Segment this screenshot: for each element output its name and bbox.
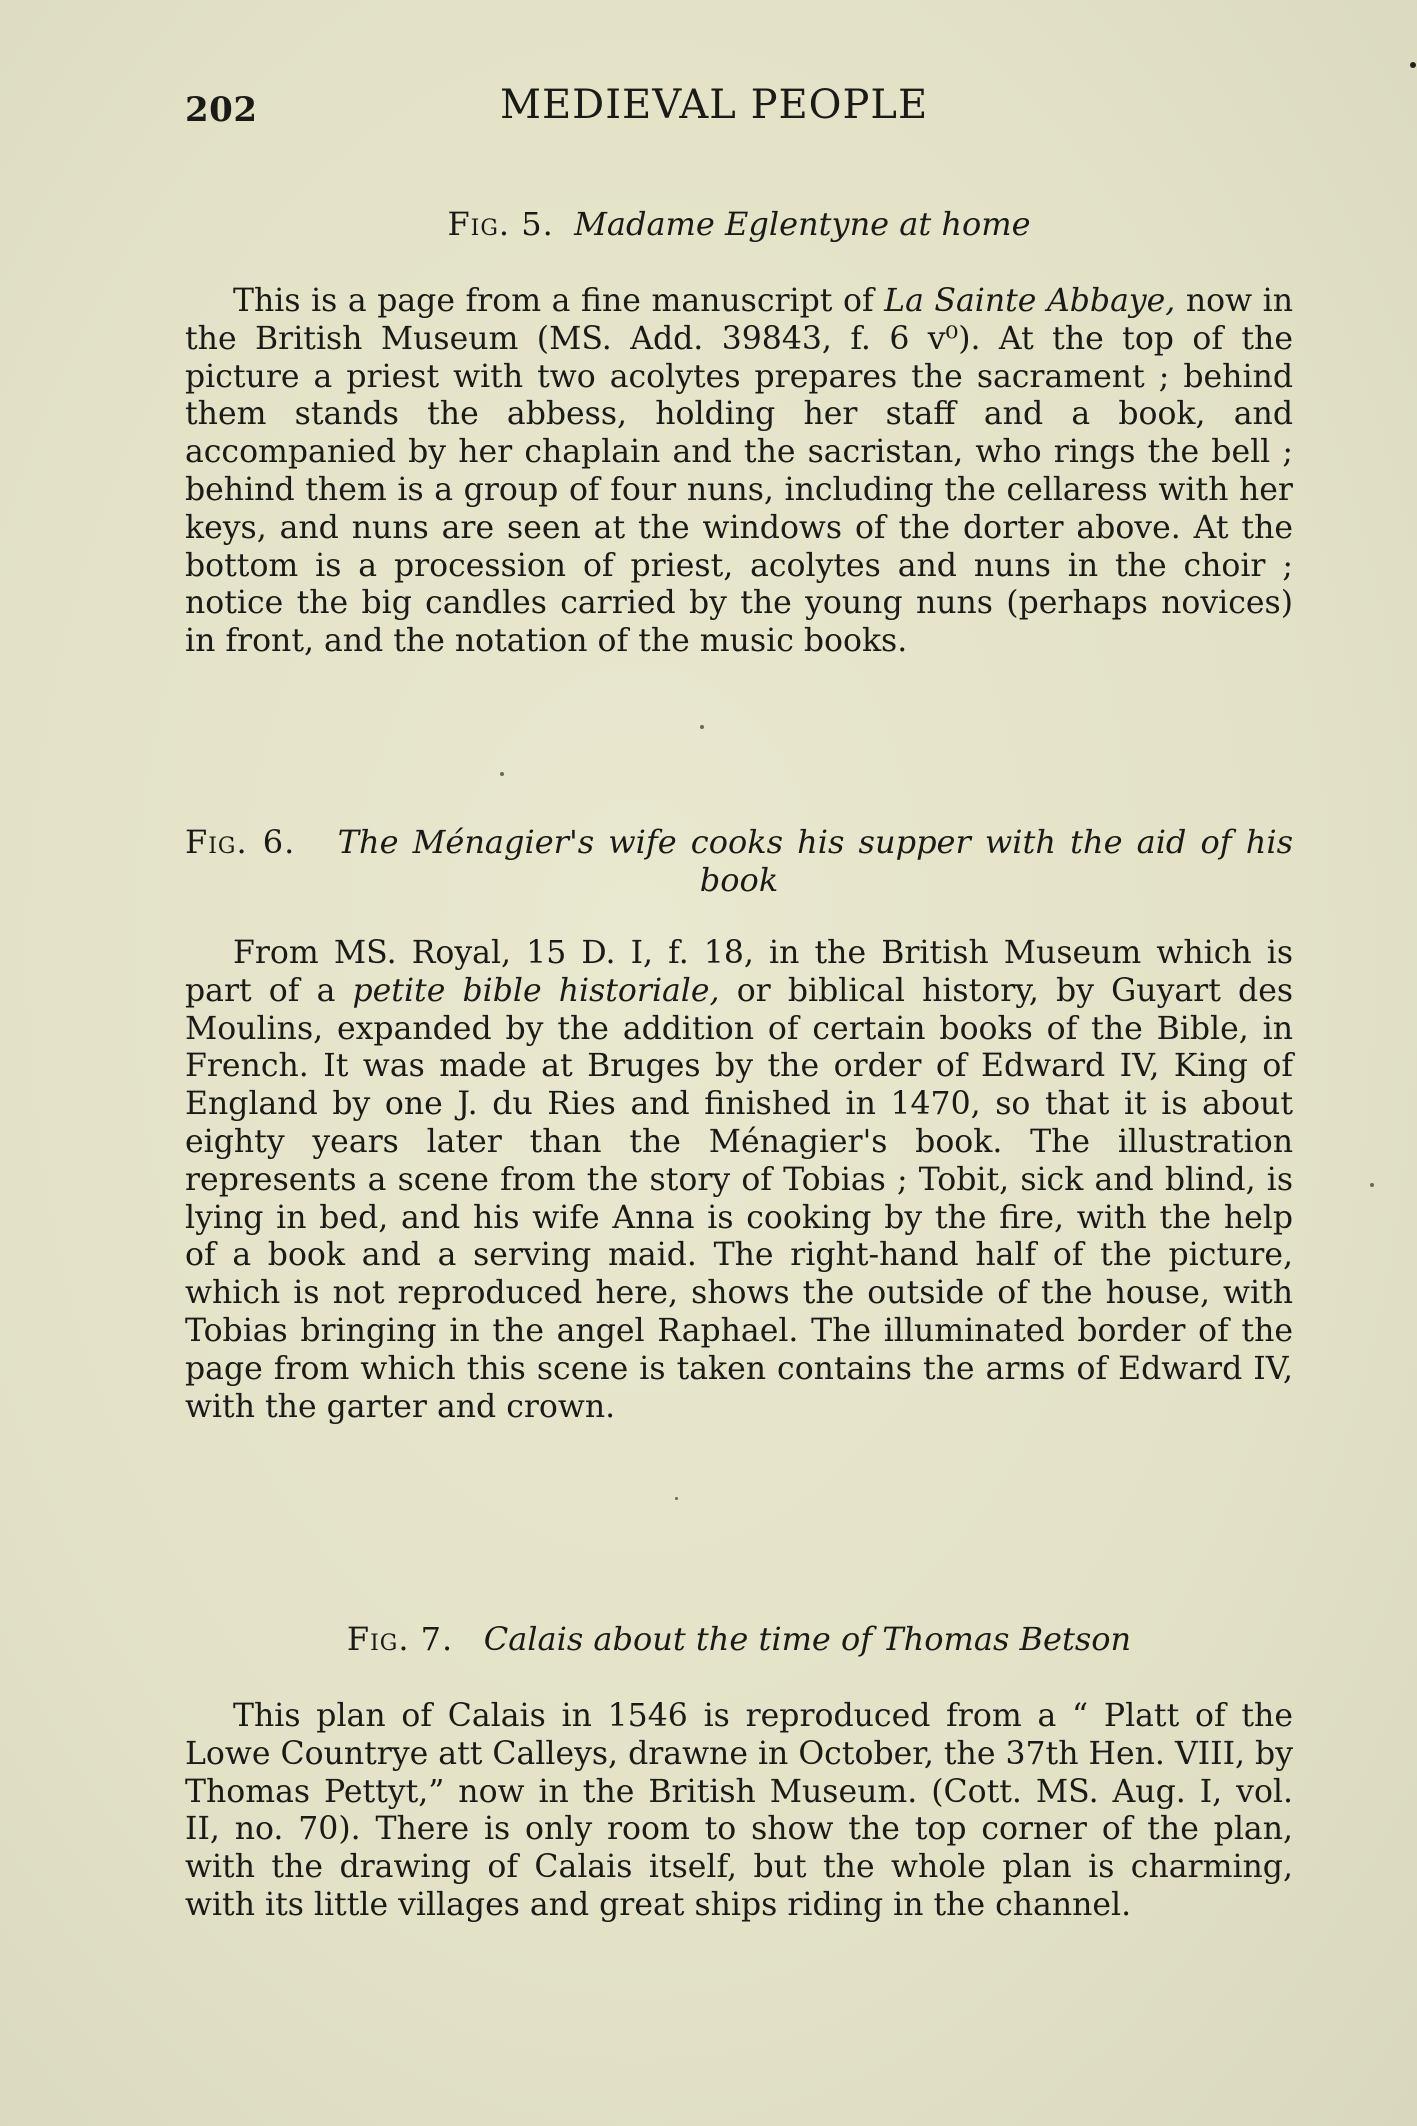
- figure-6-caption: [185, 935, 1293, 1426]
- paper-speck: [1410, 62, 1416, 68]
- figure-6-section: [185, 823, 1293, 1426]
- figure-6-label: Fig. 6.: [185, 823, 296, 861]
- paper-speck: [700, 725, 704, 729]
- paper-speck: [675, 1497, 678, 1500]
- figure-6-caption-italic: petite bible historiale,: [352, 972, 720, 1009]
- figure-7-caption: This plan of Calais in 1546 is reproduced from a “ Platt of the Lowe Countrye att Calleys, drawne in October, the 37th Hen. VIII, by Thomas Pettyt,” now in the British Museum. (Cott. MS. Aug. I, vol. II, no. 70). There is only room to show the top corner of the plan, with the drawing of Calais itself, but the whole plan is charming, with its little villages and great ships riding in the channel.: [185, 1698, 1294, 1923]
- figure-5-caption-italic: La Sainte Abbaye,: [884, 283, 1176, 319]
- paper-speck: [500, 772, 504, 776]
- figure-6-caption-text-continued: or biblical history, by Guyart des Moulins, expanded by the addition of certain books of the Bible, in French. It was made at Bruges by the order of Edward IV, King of England by one J. du Ries and finished in 1470, so that it is about eighty years later than the Ménagier's book. The illustration represents a scene from the story of Tobias ; Tobit, sick and blind, is lying in bed, and his wife Anna is cooking by the fire, with the help of a book and a serving maid. The right-hand half of the picture, which is not reproduced here, shows the outside of the house, with Tobias bringing in the angel Raphael. The illuminated border of the page from which this scene is taken contains the arms of Edward IV, with the garter and crown.: [185, 972, 1293, 1425]
- figure-5-caption-text-continued: now in the British Museum (MS. Add. 39843, f. 6 v⁰). At the top of the picture a priest with two acolytes prepares the sacrament ; behind them stands the abbess, holding her staff and a book, and accompanied by her chaplain and the sacristan, who rings the bell ; behind them is a group of four nuns, including the cellaress with her keys, and nuns are seen at the windows of the dorter above. At the bottom is a procession of priest, acolytes and nuns in the choir ; notice the big candles carried by the young nuns (perhaps novices) in front, and the notation of the music books.: [185, 283, 1293, 660]
- figure-6-heading: [185, 823, 1293, 899]
- page-number: 202: [185, 90, 258, 130]
- figure-5-heading: [185, 205, 1293, 243]
- figure-5-caption: [185, 283, 1293, 661]
- figure-5-section: [185, 205, 1293, 661]
- running-title: MEDIEVAL PEOPLE: [500, 82, 929, 128]
- figure-7-heading: [185, 1620, 1293, 1658]
- page-header: [185, 82, 1295, 142]
- figure-5-title: Madame Eglentyne at home: [574, 205, 1031, 243]
- figure-6-title: The Ménagier's wife cooks his supper with the aid of his book: [337, 823, 1293, 899]
- figure-7-section: [185, 1620, 1293, 1925]
- figure-7-title: Calais about the time of Thomas Betson: [483, 1620, 1132, 1658]
- paper-speck: [1370, 1183, 1374, 1187]
- figure-5-label: Fig. 5.: [447, 205, 554, 243]
- figure-6-caption-text: From MS. Royal, 15 D. I, f. 18, in the British Museum which is part of a: [185, 935, 1293, 1009]
- figure-5-caption-text: This is a page from a fine manuscript of: [233, 283, 885, 319]
- figure-7-label: Fig. 7.: [346, 1620, 454, 1658]
